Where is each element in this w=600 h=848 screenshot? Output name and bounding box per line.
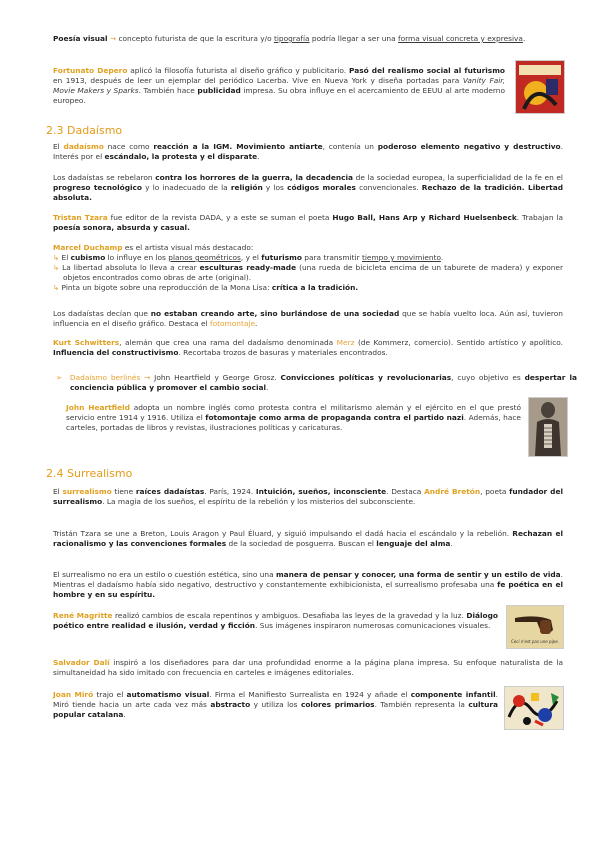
text: inspiró a los diseñadores para dar una profundidad enorme a la página plana impresa. Su enfoque naturalista de la simultaneidad ha sido imitado con frecuencia en carteles e imágenes editoriales.	[53, 658, 563, 677]
text: Los dadaístas se rebelaron	[53, 173, 156, 182]
bold-text: cultura popular catalana	[53, 700, 498, 719]
text: . Mientras el dadaísmo había sido negativo, destructivo y constantemente exhibicionista, el surrealismo profesaba una	[53, 570, 563, 589]
bold-text: esculturas ready-made	[199, 263, 297, 272]
text: . París, 1924.	[204, 487, 256, 496]
text: . Destaca	[386, 487, 425, 496]
bold-text: fe poética en el hombre y en su espíritu.	[53, 580, 563, 599]
underlined-term: forma visual concreta y expresiva	[397, 34, 523, 43]
text: concepto futurista de que la escritura y/o	[116, 34, 274, 43]
artist-name: Joan Miró	[53, 690, 94, 699]
text: impresa. Su obra influye en el acercamiento de EEUU al arte moderno europeo.	[53, 86, 506, 105]
bold-text: Hugo Ball, Hans Arp y Richard Huelsenbeck	[332, 213, 517, 222]
magritte-caption: Ceci n'est pas une pipe.	[511, 639, 559, 644]
text: (una rueda de bicicleta encima de un taburete de madera) y exponer objetos encontrados como obras de arte (original).	[63, 263, 563, 282]
artist-name: Salvador Dalí	[53, 658, 110, 667]
duchamp-point-2	[53, 263, 563, 283]
miro-artwork	[505, 687, 563, 729]
bold-text: publicidad	[197, 86, 241, 95]
bold-text: raíces dadaístas	[135, 487, 205, 496]
text: . También hace	[138, 86, 198, 95]
surrealismo-manner-paragraph	[53, 570, 563, 600]
miro-paragraph	[53, 690, 498, 720]
section-heading-dadaismo: 2.3 Dadaísmo	[46, 124, 123, 137]
bold-text: Pasó del realismo social al futurismo	[349, 66, 505, 75]
artist-name: René Magritte	[53, 611, 113, 620]
text: La libertad absoluta lo lleva a crear	[59, 263, 200, 272]
text: nace como	[103, 142, 154, 151]
text: . La magia de los sueños, el espíritu de la rebelión y los misterios del subconsciente.	[102, 497, 416, 506]
bold-text: despertar la conciencia pública y promover el cambio social	[70, 373, 578, 392]
bold-text: escándalo, la protesta y el disparate	[104, 152, 258, 161]
sub-arrow-icon: ↳	[53, 253, 60, 262]
bold-text: abstracto	[210, 700, 251, 709]
text: trajo el	[93, 690, 127, 699]
artist-name: Fortunato Depero	[53, 66, 128, 75]
highlight-term: Merz	[336, 338, 355, 347]
surrealismo-tzara-paragraph	[53, 529, 563, 549]
bold-text: Intuición, sueños, inconsciente	[255, 487, 387, 496]
bold-text: no estaban creando arte, sino burlándose de una sociedad	[150, 309, 400, 318]
highlight-term: fotomontaje	[210, 319, 255, 328]
dada-photomontage-paragraph	[53, 309, 563, 329]
tzara-paragraph	[53, 213, 563, 233]
text: .	[440, 253, 444, 262]
text: . Sus imágenes inspiraron numerosas comunicaciones visuales.	[255, 621, 491, 630]
bold-text: poderoso elemento negativo y destructivo	[377, 142, 561, 151]
duchamp-point-1	[53, 253, 563, 263]
text: (de Kommerz, comercio). Sentido artístico y apolítico.	[354, 338, 564, 347]
bold-text: códigos morales	[287, 183, 356, 192]
poesia-visual-paragraph	[53, 34, 563, 44]
text: adopta un nombre inglés como protesta contra el militarismo alemán y el ejército en el que prestó servicio entre 1914 y 1916. Utiliza el	[66, 403, 521, 422]
bold-text: contra los horrores de la guerra, la decadencia	[155, 173, 354, 182]
text: .	[123, 710, 126, 719]
text: .	[266, 383, 269, 392]
bold-text: Rechazo de la tradición. Libertad absoluta.	[53, 183, 563, 202]
text: . Miró tiende hacia un arte cada vez más	[53, 690, 498, 709]
text: , poeta	[480, 487, 510, 496]
artist-name: André Bretón	[424, 487, 481, 496]
heartfield-artwork	[529, 398, 567, 456]
bold-text: manera de pensar y conocer, una forma de sentir y un estilo de vida	[275, 570, 561, 579]
bold-text: religión	[230, 183, 263, 192]
bold-text: fundador del surrealismo	[53, 487, 564, 506]
italic-text: Vanity Fair, Movie Makers y Sparks	[53, 76, 505, 95]
text: para transmitir	[301, 253, 362, 262]
bullet-arrow-icon: ➢	[56, 373, 63, 382]
miro-image	[504, 686, 564, 730]
bold-text: Influencia del constructivismo	[53, 348, 179, 357]
text: Tristán Tzara se une a Breton, Louis Aragon y Paul Éluard, y siguió impulsando el dadá hacia el escándalo y la rebelión.	[53, 529, 513, 538]
section-heading-surrealismo: 2.4 Surrealismo	[46, 467, 133, 480]
text: , alemán que crea una rama del dadaísmo denominada	[119, 338, 337, 347]
text: . Además, hace carteles, portadas de libros y revistas, ilustraciones políticas y caricaturas.	[66, 413, 521, 432]
bold-text: automatismo visual	[126, 690, 210, 699]
bold-text: Convicciones políticas y revolucionarias	[280, 373, 452, 382]
schwitters-paragraph	[53, 338, 563, 358]
text: podría llegar a ser una	[309, 34, 398, 43]
text: .	[255, 319, 258, 328]
arrow: →	[109, 34, 117, 43]
bold-text: reacción a la IGM. Movimiento antiarte	[153, 142, 323, 151]
bold-text: lenguaje del alma	[376, 539, 451, 548]
artist-name: Tristan Tzara	[53, 213, 108, 222]
underlined-term: tipografía	[273, 34, 310, 43]
dada-intro-paragraph	[53, 142, 563, 162]
bold-text: Diálogo poético entre realidad e ilusión, verdad y ficción	[53, 611, 498, 630]
bold-text: componente infantil	[410, 690, 496, 699]
text: en 1913, después de leer un ejemplar del periódico Lacerba. Vive en Nueva York y diseña portadas para	[53, 76, 463, 85]
highlight-term: dadaísmo	[63, 142, 104, 151]
sub-arrow-icon: ↳	[53, 263, 60, 272]
magritte-image	[506, 605, 564, 649]
text: lo influye en los	[105, 253, 169, 262]
text: y los	[262, 183, 288, 192]
text: . Trabajan la	[516, 213, 563, 222]
magritte-paragraph	[53, 611, 498, 631]
text: El	[53, 142, 64, 151]
artist-name: Marcel Duchamp	[53, 243, 123, 252]
sub-arrow-icon: ↳	[53, 283, 60, 292]
depero-image	[515, 60, 565, 114]
text: . Firma el Manifiesto Surrealista en 1924 y añade el	[209, 690, 411, 699]
text: Los dadaístas decían que	[53, 309, 151, 318]
duchamp-point-3	[53, 283, 563, 293]
text: El	[53, 487, 63, 496]
text: , cuyo objetivo es	[451, 373, 525, 382]
text: convencionales.	[355, 183, 422, 192]
surrealismo-intro-paragraph	[53, 487, 563, 507]
text: realizó cambios de escala repentinos y ambiguos. Desafiaba las leyes de la gravedad y la luz.	[112, 611, 467, 620]
artist-name: John Heartfield	[66, 403, 130, 412]
text: El surrealismo no era un estilo o cuestión estética, sino una	[53, 570, 276, 579]
text: tiene	[111, 487, 136, 496]
highlight-term: Dadaísmo berlinés →	[69, 373, 151, 382]
text: .	[257, 152, 260, 161]
text: John Heartfield y George Grosz.	[150, 373, 281, 382]
depero-paragraph	[53, 66, 505, 106]
text: , y el	[240, 253, 262, 262]
bold-text: Rechazan el racionalismo y las convenciones formales	[53, 529, 563, 548]
duchamp-block	[53, 243, 563, 293]
text: aplicó la filosofía futurista al diseño gráfico y publicitario.	[127, 66, 350, 75]
text: . También representa la	[374, 700, 469, 709]
text: El	[59, 253, 71, 262]
text: .	[522, 34, 526, 43]
underlined-term: tiempo y movimiento	[361, 253, 441, 262]
highlight-term: surrealismo	[62, 487, 112, 496]
heartfield-paragraph	[66, 403, 521, 433]
berlin-dada-bullet	[56, 373, 577, 393]
heartfield-image	[528, 397, 568, 457]
bold-text: colores primarios	[300, 700, 375, 709]
bold-text: cubismo	[70, 253, 106, 262]
bold-text: fotomontaje como arma de propaganda contra el partido nazi	[205, 413, 464, 422]
bold-text: futurismo	[261, 253, 302, 262]
poesia-term: Poesía visual	[53, 34, 108, 43]
depero-artwork	[516, 61, 564, 113]
bold-text: crítica a la tradición.	[271, 283, 359, 292]
text: Pinta un bigote sobre una reproducción de la Mona Lisa:	[59, 283, 272, 292]
bold-text: poesía sonora, absurda y casual.	[53, 223, 190, 232]
text: de la sociedad europea, la superficialidad de la fe en el	[353, 173, 563, 182]
text: que se había vuelto loca. Aún así, tuvieron influencia en el diseño gráfico. Destaca el	[53, 309, 563, 328]
text: fue editor de la revista DADA, y a este se suman el poeta	[107, 213, 333, 222]
dada-rebellion-paragraph	[53, 173, 563, 203]
text: es el artista visual más destacado:	[122, 243, 254, 252]
text: .	[450, 539, 453, 548]
bold-text: progreso tecnológico	[53, 183, 142, 192]
text: . Interés por el	[53, 142, 563, 161]
text: de la sociedad de posguerra. Buscan el	[226, 539, 377, 548]
text: y utiliza los	[250, 700, 301, 709]
underlined-term: planos geométricos	[168, 253, 241, 262]
text: , contenía un	[322, 142, 378, 151]
text: y lo inadecuado de la	[142, 183, 231, 192]
dali-paragraph	[53, 658, 563, 678]
text: . Recortaba trozos de basuras y materiales encontrados.	[178, 348, 388, 357]
artist-name: Kurt Schwitters	[53, 338, 120, 347]
